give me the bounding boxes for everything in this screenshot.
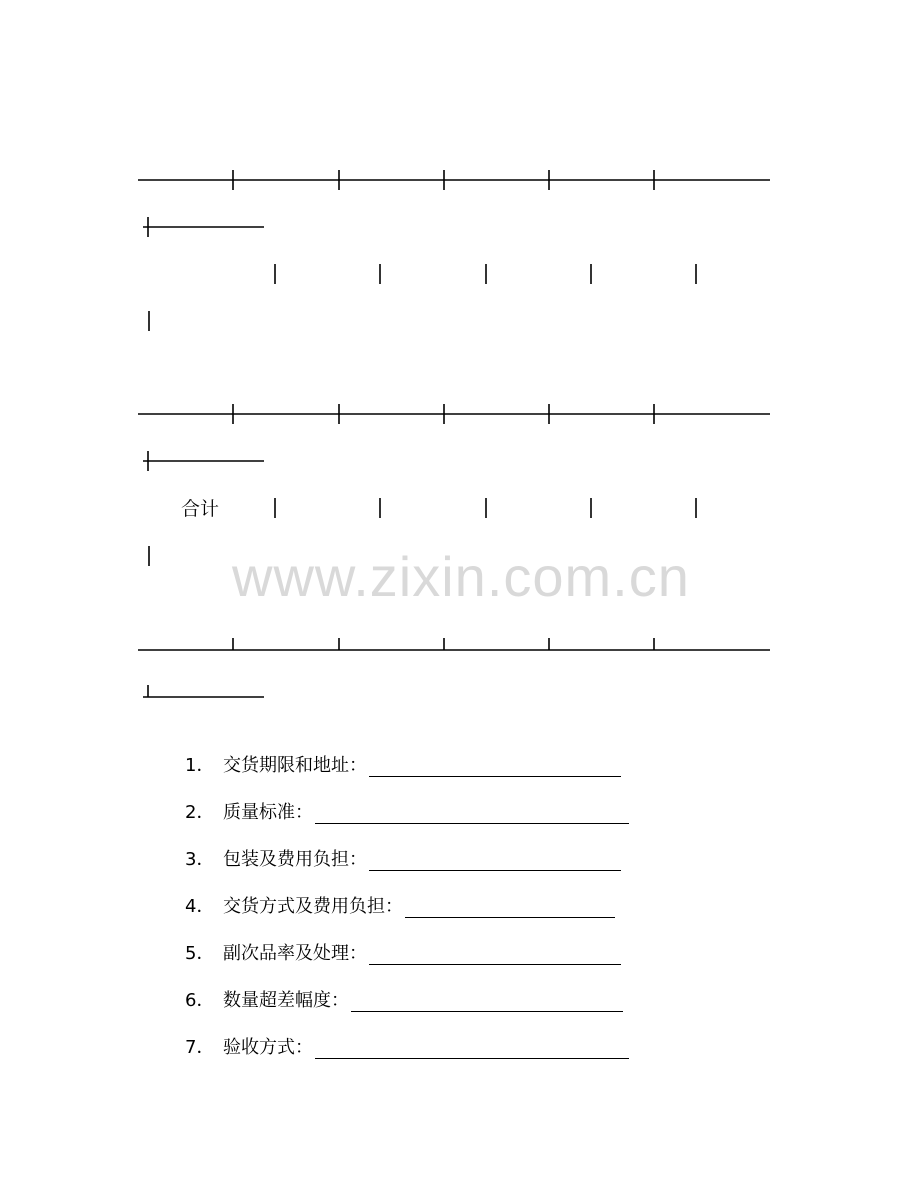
- term-number: 2．: [185, 802, 215, 823]
- term-blank-line[interactable]: [315, 1040, 629, 1059]
- term-blank-line[interactable]: [369, 758, 621, 777]
- term-item: [185, 824, 655, 871]
- term-number: 3．: [185, 849, 215, 870]
- terms-list: [185, 730, 655, 1059]
- term-label: 数量超差幅度：: [223, 990, 349, 1011]
- term-label: 交货方式及费用负担：: [223, 896, 403, 917]
- term-label: 副次品率及处理：: [223, 943, 367, 964]
- term-item: [185, 730, 655, 777]
- term-number: 1．: [185, 755, 215, 776]
- term-number: 5．: [185, 943, 215, 964]
- watermark: www.zixin.com.cn: [232, 545, 690, 608]
- term-blank-line[interactable]: [369, 946, 621, 965]
- term-blank-line[interactable]: [369, 852, 621, 871]
- term-number: 4．: [185, 896, 215, 917]
- term-item: [185, 777, 655, 824]
- term-item: [185, 918, 655, 965]
- term-label: 交货期限和地址：: [223, 755, 367, 776]
- term-blank-line[interactable]: [351, 993, 623, 1012]
- term-number: 6．: [185, 990, 215, 1011]
- term-item: [185, 1012, 655, 1059]
- term-blank-line[interactable]: [405, 899, 615, 918]
- term-item: [185, 965, 655, 1012]
- term-blank-line[interactable]: [315, 805, 629, 824]
- term-number: 7．: [185, 1037, 215, 1058]
- term-label: 质量标准：: [223, 802, 313, 823]
- total-row-label: 合计: [181, 498, 220, 520]
- term-label: 验收方式：: [223, 1037, 313, 1058]
- term-label: 包装及费用负担：: [223, 849, 367, 870]
- term-item: [185, 871, 655, 918]
